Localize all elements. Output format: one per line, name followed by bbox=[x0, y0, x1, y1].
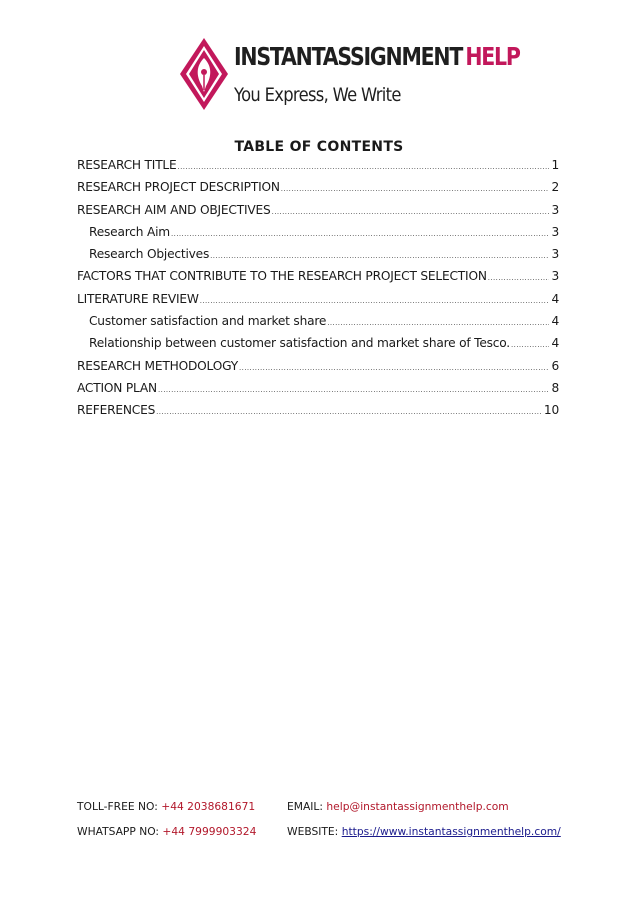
page-footer bbox=[77, 796, 577, 846]
toc-entry-page: 1 bbox=[551, 158, 559, 172]
footer-row-web bbox=[77, 821, 577, 846]
toc-entry[interactable] bbox=[77, 154, 559, 176]
toc-entry-page: 3 bbox=[551, 202, 559, 217]
toc-entry-page: 4 bbox=[551, 314, 559, 329]
tollfree-number[interactable]: +44 2038681671 bbox=[161, 800, 256, 813]
toc-entry-page: 6 bbox=[551, 358, 559, 373]
toc-dot-leader bbox=[158, 379, 550, 401]
toc-entry-page: 2 bbox=[551, 180, 559, 195]
toc-entry[interactable] bbox=[77, 176, 559, 198]
toc-entry-page: 4 bbox=[551, 336, 559, 351]
brand-name bbox=[234, 42, 520, 72]
toc-dot-leader bbox=[210, 245, 549, 267]
toc-entry[interactable] bbox=[77, 288, 559, 310]
toc-entry-page: 4 bbox=[551, 291, 559, 306]
toc-entry[interactable] bbox=[77, 310, 559, 332]
toc-entry-text: RESEARCH METHODOLOGY bbox=[77, 358, 238, 373]
website-label: WEBSITE: bbox=[287, 825, 339, 838]
toc-entry-page: 3 bbox=[551, 247, 559, 262]
toc-entry-text: REFERENCES bbox=[77, 403, 156, 418]
toc-entry-text: Relationship between customer satisfaction and market share of Tesco. bbox=[89, 336, 510, 351]
brand-name-part2: HELP bbox=[465, 42, 520, 71]
toc-entry[interactable] bbox=[77, 221, 559, 243]
toc-entry-text: Research Objectives bbox=[89, 247, 210, 262]
toc-dot-leader bbox=[281, 178, 550, 200]
toc-entry-page: 8 bbox=[551, 380, 559, 395]
brand-tagline: You Express, We Write bbox=[234, 84, 401, 106]
table-of-contents bbox=[77, 154, 559, 422]
whatsapp-number[interactable]: +44 7999903324 bbox=[162, 825, 257, 838]
website-info bbox=[287, 821, 561, 843]
pen-nib-logo-icon bbox=[178, 36, 230, 112]
email-info bbox=[287, 796, 509, 818]
toc-entry-page: 3 bbox=[551, 269, 559, 284]
footer-row-contact bbox=[77, 796, 577, 821]
email-link[interactable]: help@instantassignmenthelp.com bbox=[326, 800, 509, 813]
toc-entry-text: LITERATURE REVIEW bbox=[77, 291, 199, 306]
toc-dot-leader bbox=[327, 312, 549, 334]
toc-entry[interactable] bbox=[77, 332, 559, 354]
toc-entry-text: Research Aim bbox=[89, 224, 170, 239]
toc-entry-text: RESEARCH PROJECT DESCRIPTION bbox=[77, 180, 280, 195]
toc-dot-leader bbox=[156, 401, 542, 423]
toc-dot-leader bbox=[171, 223, 549, 245]
toc-entry-text: FACTORS THAT CONTRIBUTE TO THE RESEARCH PROJECT SELECTION bbox=[77, 269, 487, 284]
toc-entry-text: RESEARCH AIM AND OBJECTIVES bbox=[77, 202, 271, 217]
whatsapp-label: WHATSAPP NO: bbox=[77, 825, 160, 838]
toc-entry-text: Customer satisfaction and market share bbox=[89, 314, 327, 329]
toc-entry-text: RESEARCH TITLE bbox=[77, 158, 177, 172]
toc-dot-leader bbox=[239, 357, 549, 379]
toc-entry[interactable] bbox=[77, 377, 559, 399]
toc-entry[interactable] bbox=[77, 355, 559, 377]
toc-entry-page: 10 bbox=[543, 403, 559, 418]
toc-dot-leader bbox=[272, 201, 550, 223]
toc-dot-leader bbox=[511, 334, 549, 356]
tollfree-label: TOLL-FREE NO: bbox=[77, 800, 158, 813]
website-link[interactable]: https://www.instantassignmenthelp.com/ bbox=[341, 825, 561, 838]
toc-dot-leader bbox=[488, 267, 550, 289]
toc-entry[interactable] bbox=[77, 265, 559, 287]
whatsapp-info bbox=[77, 821, 256, 843]
toc-entry-text: ACTION PLAN bbox=[77, 380, 157, 395]
brand-name-part1: INSTANTASSIGNMENT bbox=[234, 42, 463, 71]
toc-entry-page: 3 bbox=[551, 224, 559, 239]
toc-dot-leader bbox=[200, 290, 550, 312]
tollfree-info bbox=[77, 796, 255, 818]
toc-entry[interactable] bbox=[77, 399, 559, 421]
toc-dot-leader bbox=[178, 156, 550, 178]
toc-entry[interactable] bbox=[77, 199, 559, 221]
brand-logo bbox=[178, 32, 520, 114]
toc-entry[interactable] bbox=[77, 243, 559, 265]
toc-title: TABLE OF CONTENTS bbox=[234, 139, 404, 155]
email-label: EMAIL: bbox=[287, 800, 323, 813]
